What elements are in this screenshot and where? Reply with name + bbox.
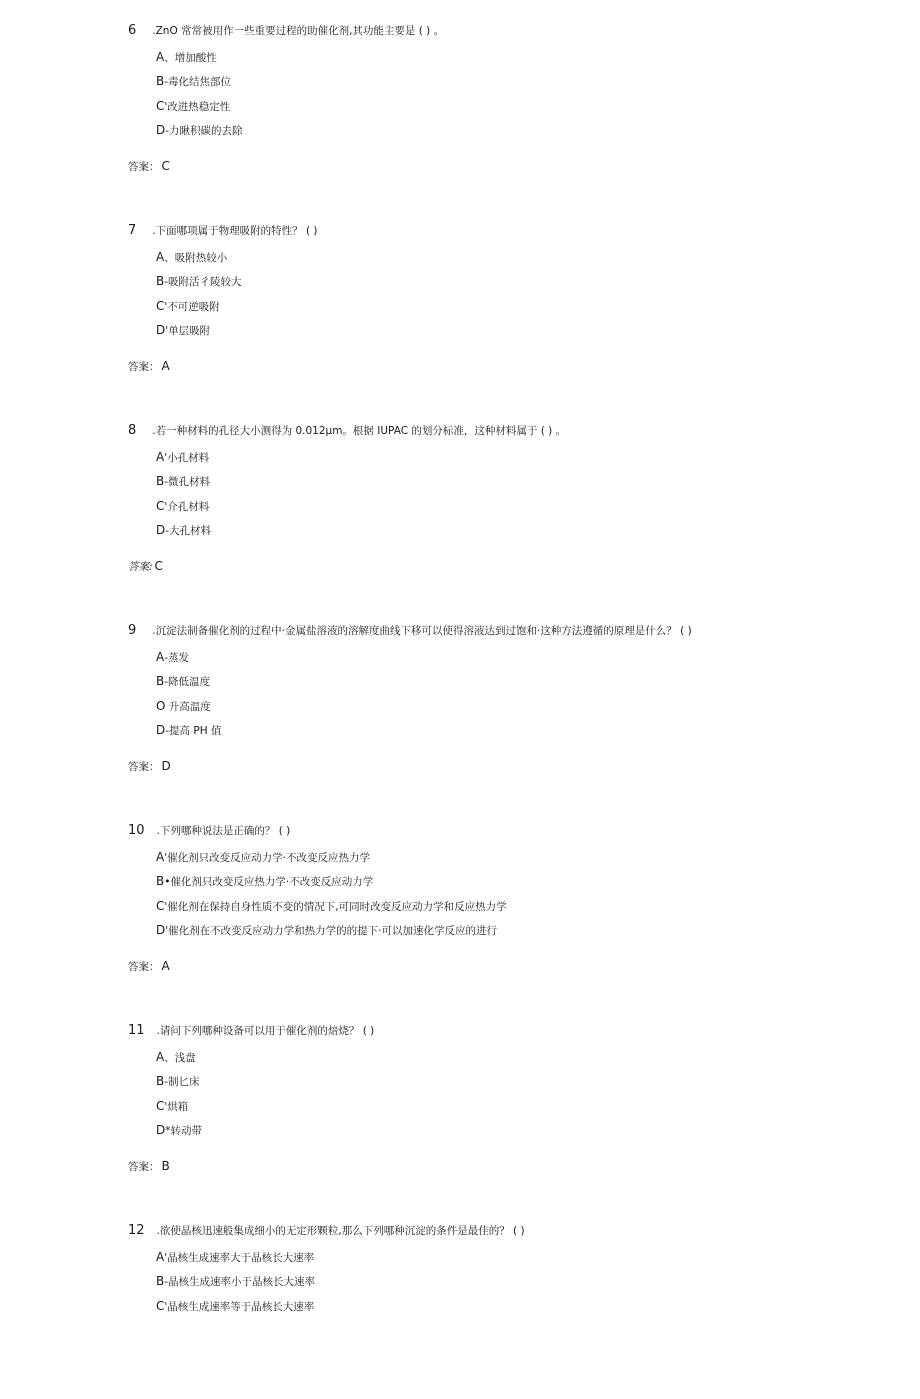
option-text: 降低温度	[168, 676, 211, 688]
option-text: 小孔材料	[167, 452, 210, 464]
option-key: B	[156, 74, 165, 88]
option-text: 介孔材料	[167, 501, 210, 513]
option-text: 晶核生成速率小于晶核长大速率	[168, 1276, 316, 1288]
option-key: C	[156, 299, 165, 313]
option-key: D	[156, 123, 166, 137]
question-6	[0, 19, 920, 199]
question-12	[0, 1219, 920, 1399]
answer-value: C	[154, 559, 163, 573]
option-key: B	[156, 874, 165, 888]
option-separator: '	[164, 452, 168, 464]
answer-line	[128, 1159, 170, 1174]
option-key: B	[156, 474, 165, 488]
option-text: 提高 PH 值	[169, 725, 222, 737]
option-text: 改进热稳定性	[167, 101, 231, 113]
option-key: A	[156, 250, 165, 264]
option-key: D	[156, 1123, 166, 1137]
answer-line	[128, 559, 163, 574]
option-b	[156, 474, 210, 489]
question-stem	[128, 819, 290, 839]
option-separator: 、	[164, 252, 175, 264]
option-key: C	[156, 499, 165, 513]
question-stem	[128, 1219, 525, 1239]
option-separator: -	[164, 676, 169, 688]
option-key: A	[156, 850, 165, 864]
option-separator: '	[164, 301, 168, 313]
answer-value: C	[161, 159, 170, 173]
option-key: A	[156, 450, 165, 464]
option-key: D	[156, 523, 166, 537]
option-d	[156, 123, 243, 138]
option-key: C	[156, 1099, 165, 1113]
option-separator: 、	[164, 1052, 175, 1064]
option-key: A	[156, 650, 165, 664]
answer-value: A	[161, 959, 170, 973]
option-separator: -	[165, 125, 170, 137]
answer-value: B	[161, 1159, 170, 1173]
option-separator: •	[164, 876, 171, 888]
option-separator: -	[164, 76, 169, 88]
question-stem	[128, 1019, 374, 1039]
option-text: 转动带	[170, 1125, 202, 1137]
option-text: 单层吸附	[168, 325, 211, 337]
option-text: 烘箱	[167, 1101, 189, 1113]
option-b	[156, 274, 242, 289]
question-text: .下面哪项属于物理吸附的特性？ ( )	[152, 225, 318, 237]
option-separator: '	[164, 852, 168, 864]
option-key: A	[156, 1050, 165, 1064]
option-b	[156, 1274, 315, 1289]
option-b	[156, 874, 373, 889]
option-text: 吸附活彳陵较大	[168, 276, 242, 288]
option-key: D	[156, 923, 166, 937]
option-separator: '	[164, 101, 168, 113]
option-a	[156, 50, 217, 65]
question-stem	[128, 19, 444, 39]
option-d	[156, 523, 211, 538]
question-stem	[128, 619, 692, 639]
option-text: 催化剂在不改变反应动力学和热力学的的提下·可以加速化学反应的进行	[168, 925, 497, 937]
option-text: 微孔材料	[168, 476, 211, 488]
question-number: 10	[128, 823, 145, 838]
question-text: .下列哪种说法是正确的？ ( )	[156, 825, 291, 837]
option-b	[156, 74, 231, 89]
option-d	[156, 1123, 202, 1138]
question-number: 7	[128, 223, 137, 238]
option-c	[156, 99, 230, 114]
option-separator: '	[164, 501, 168, 513]
option-key: D	[156, 723, 166, 737]
option-text: 浅盘	[174, 1052, 196, 1064]
option-a	[156, 250, 227, 265]
option-d	[156, 923, 497, 938]
answer-line	[128, 159, 170, 174]
option-separator: 、	[164, 52, 175, 64]
answer-line	[128, 359, 170, 374]
question-text: .若一种材料的孔径大小测得为 0.012μm。根据 IUPAC 的划分标准，这种材料属于 ( ) 。	[152, 425, 567, 437]
option-separator: '	[164, 1101, 168, 1113]
option-separator: -	[164, 652, 169, 664]
option-a	[156, 450, 209, 465]
option-text: 力瞅积碳的去除	[169, 125, 243, 137]
option-key: B	[156, 1274, 165, 1288]
option-separator: -	[164, 1276, 169, 1288]
option-a	[156, 1050, 196, 1065]
option-text: 吸附热较小	[174, 252, 228, 264]
option-c	[156, 299, 220, 314]
option-key: D	[156, 323, 166, 337]
option-a	[156, 1250, 314, 1265]
option-text: 晶核生成速率等于晶核长大速率	[167, 1301, 315, 1313]
option-key: A	[156, 50, 165, 64]
option-key: O	[156, 699, 166, 713]
option-text: 增加酸性	[174, 52, 217, 64]
question-text: .欲使晶核迅速般集成细小的无定形颗粒,那么下列哪种沉淀的条件是最佳的？ ( )	[156, 1225, 525, 1237]
option-d	[156, 723, 221, 738]
answer-label: 答案：	[128, 161, 160, 173]
option-separator: -	[164, 276, 169, 288]
question-number: 12	[128, 1223, 145, 1238]
question-text: .沉淀法制备催化剂的过程中·金属盐溶液的溶解度曲线下移可以使得溶液达到过饱和·这种方法遵循的原理是什么？ ( )	[152, 625, 692, 637]
option-separator: '	[165, 925, 169, 937]
option-d	[156, 323, 210, 338]
option-c	[156, 899, 507, 914]
option-key: C	[156, 1299, 165, 1313]
option-text: 不可逆吸附	[167, 301, 220, 313]
option-key: C	[156, 899, 165, 913]
option-separator: '	[165, 325, 169, 337]
question-9	[0, 619, 920, 799]
option-key: A	[156, 1250, 165, 1264]
question-11	[0, 1019, 920, 1199]
question-stem	[128, 219, 318, 239]
option-a	[156, 850, 370, 865]
option-text: 催化剂在保持自身性质不变的情况下,可同时改变反应动力学和反应热力学	[167, 901, 507, 913]
option-o	[156, 699, 211, 714]
question-number: 6	[128, 23, 137, 38]
option-key: C	[156, 99, 165, 113]
question-number: 9	[128, 623, 137, 638]
question-stem	[128, 419, 566, 439]
option-c	[156, 1299, 314, 1314]
option-c	[156, 499, 209, 514]
answer-line	[128, 959, 170, 974]
option-c	[156, 1099, 188, 1114]
question-text: .请问下列哪种设备可以用于催化剂的焙烧？ ( )	[156, 1025, 375, 1037]
question-text: .ZnO 常常被用作一些重要过程的助催化剂,其功能主要是 ( ) 。	[152, 25, 445, 37]
option-text: 大孔材料	[169, 525, 212, 537]
answer-label: 答案:	[128, 561, 153, 573]
option-key: B	[156, 1074, 165, 1088]
option-separator: -	[164, 1076, 169, 1088]
option-b	[156, 1074, 200, 1089]
option-separator: '	[164, 901, 168, 913]
answer-value: D	[161, 759, 171, 773]
option-b	[156, 674, 210, 689]
option-text: 蒸发	[168, 652, 190, 664]
answer-label: 答案：	[128, 361, 160, 373]
option-text: 升高温度	[168, 701, 211, 713]
option-text: 催化剂只改变反应动力学·不改变反应热力学	[167, 852, 370, 864]
answer-label: 答案：	[128, 761, 160, 773]
question-7	[0, 219, 920, 399]
option-text: 制匕床	[168, 1076, 200, 1088]
option-text: 毒化结焦部位	[168, 76, 232, 88]
option-key: B	[156, 674, 165, 688]
option-a	[156, 650, 189, 665]
answer-value: A	[161, 359, 170, 373]
question-8	[0, 419, 920, 599]
answer-line	[128, 759, 171, 774]
option-key: B	[156, 274, 165, 288]
option-separator: -	[165, 525, 170, 537]
answer-label: 答案：	[128, 961, 160, 973]
option-separator: -	[164, 476, 169, 488]
option-separator: '	[164, 1252, 168, 1264]
question-10	[0, 819, 920, 999]
question-number: 8	[128, 423, 137, 438]
option-separator: '	[164, 1301, 168, 1313]
option-text: 晶核生成速率大于晶核长大速率	[167, 1252, 315, 1264]
answer-label: 答案：	[128, 1161, 160, 1173]
option-separator: *	[165, 1125, 171, 1137]
question-number: 11	[128, 1023, 145, 1038]
option-separator: -	[165, 725, 170, 737]
option-text: 催化剂只改变反应热力学·不改变反应动力学	[170, 876, 374, 888]
